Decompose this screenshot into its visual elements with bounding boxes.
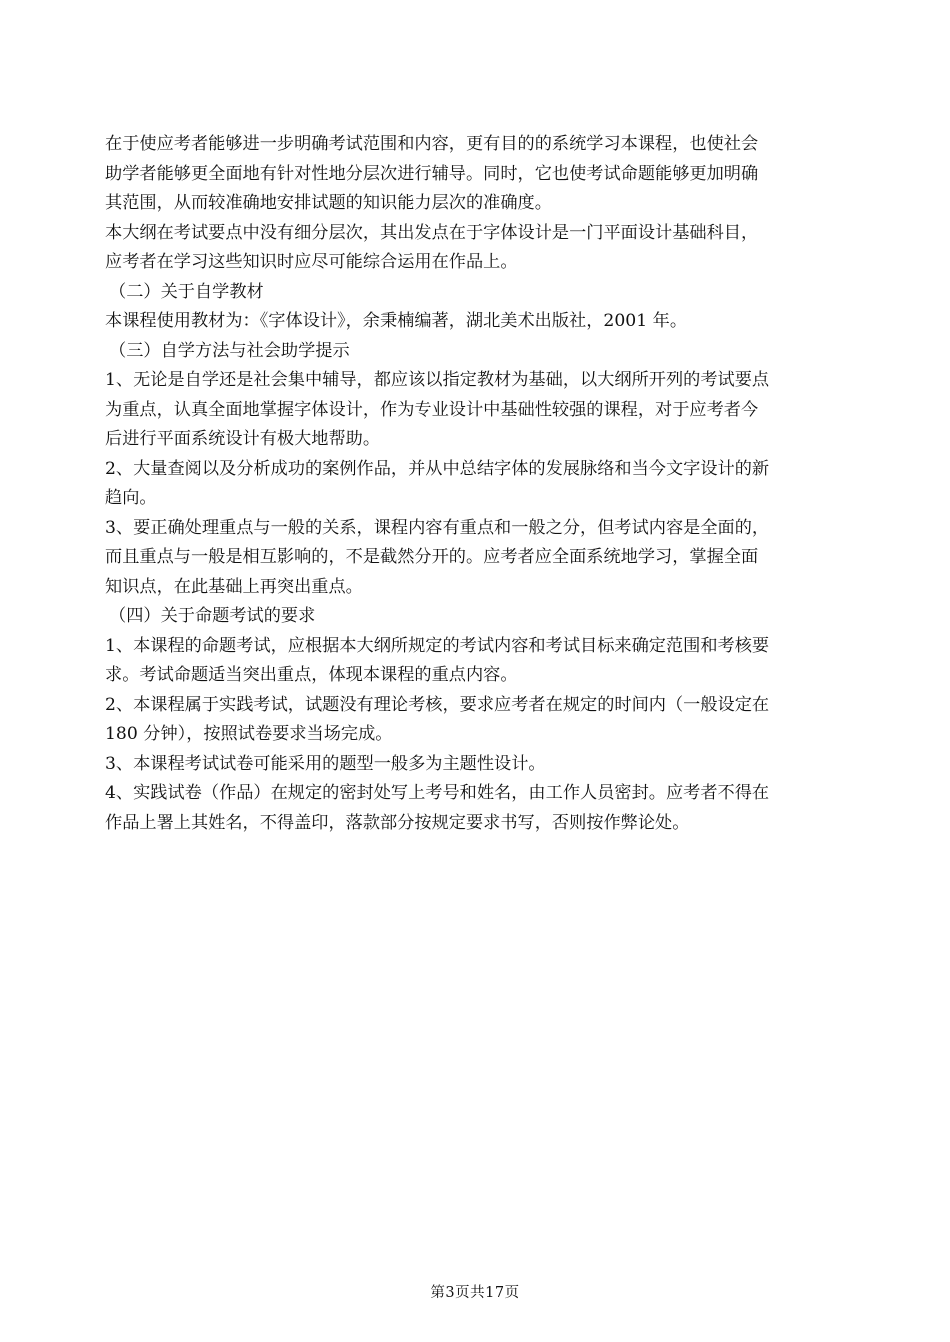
text-line: 助学者能够更全面地有针对性地分层次进行辅导。同时，它也使考试命题能够更加明确 xyxy=(105,163,759,184)
text-line: 180 分钟），按照试卷要求当场完成。 xyxy=(105,724,393,744)
page-number-footer: 第3页共17页 xyxy=(430,1285,520,1301)
text-line: 作品上署上其姓名，不得盖印，落款部分按规定要求书写，否则按作弊论处。 xyxy=(105,812,690,833)
text-line: 本课程使用教材为：《字体设计》，余秉楠编著，湖北美术出版社，2001 年。 xyxy=(105,311,688,331)
body-text xyxy=(105,130,850,838)
text-line: 趋向。 xyxy=(105,488,157,508)
text-line: 1、无论是自学还是社会集中辅导，都应该以指定教材为基础，以大纲所开列的考试要点 xyxy=(105,370,770,390)
text-line: 其范围，从而较准确地安排试题的知识能力层次的准确度。 xyxy=(105,193,552,213)
text-line: 求。考试命题适当突出重点，体现本课程的重点内容。 xyxy=(105,665,518,685)
text-line: 而且重点与一般是相互影响的，不是截然分开的。应考者应全面系统地学习，掌握全面 xyxy=(105,547,759,567)
text-line: 3、本课程考试试卷可能采用的题型一般多为主题性设计。 xyxy=(105,753,546,774)
section-heading-study-methods: （三）自学方法与社会助学提示 xyxy=(109,340,350,361)
text-line: 2、大量查阅以及分析成功的案例作品，并从中总结字体的发展脉络和当今文字设计的新 xyxy=(105,458,770,479)
section-heading-textbook: （二）关于自学教材 xyxy=(109,281,264,302)
text-line: 1、本课程的命题考试，应根据本大纲所规定的考试内容和考试目标来确定范围和考核要 xyxy=(105,635,770,656)
text-line: 本大纲在考试要点中没有细分层次，其出发点在于字体设计是一门平面设计基础科目， xyxy=(105,222,759,243)
text-line: 为重点，认真全面地掌握字体设计，作为专业设计中基础性较强的课程，对于应考者今 xyxy=(105,399,759,420)
text-line: 2、本课程属于实践考试，试题没有理论考核，要求应考者在规定的时间内（一般设定在 xyxy=(105,694,770,715)
section-heading-exam-requirements: （四）关于命题考试的要求 xyxy=(109,606,316,626)
text-line: 知识点，在此基础上再突出重点。 xyxy=(105,576,363,597)
text-line: 在于使应考者能够进一步明确考试范围和内容，更有目的的系统学习本课程，也使社会 xyxy=(105,134,759,154)
text-line: 3、要正确处理重点与一般的关系，课程内容有重点和一般之分，但考试内容是全面的， xyxy=(105,517,770,538)
text-line: 4、实践试卷（作品）在规定的密封处写上考号和姓名，由工作人员密封。应考者不得在 xyxy=(105,783,770,803)
text-line: 后进行平面系统设计有极大地帮助。 xyxy=(105,429,381,449)
text-line: 应考者在学习这些知识时应尽可能综合运用在作品上。 xyxy=(105,252,518,272)
